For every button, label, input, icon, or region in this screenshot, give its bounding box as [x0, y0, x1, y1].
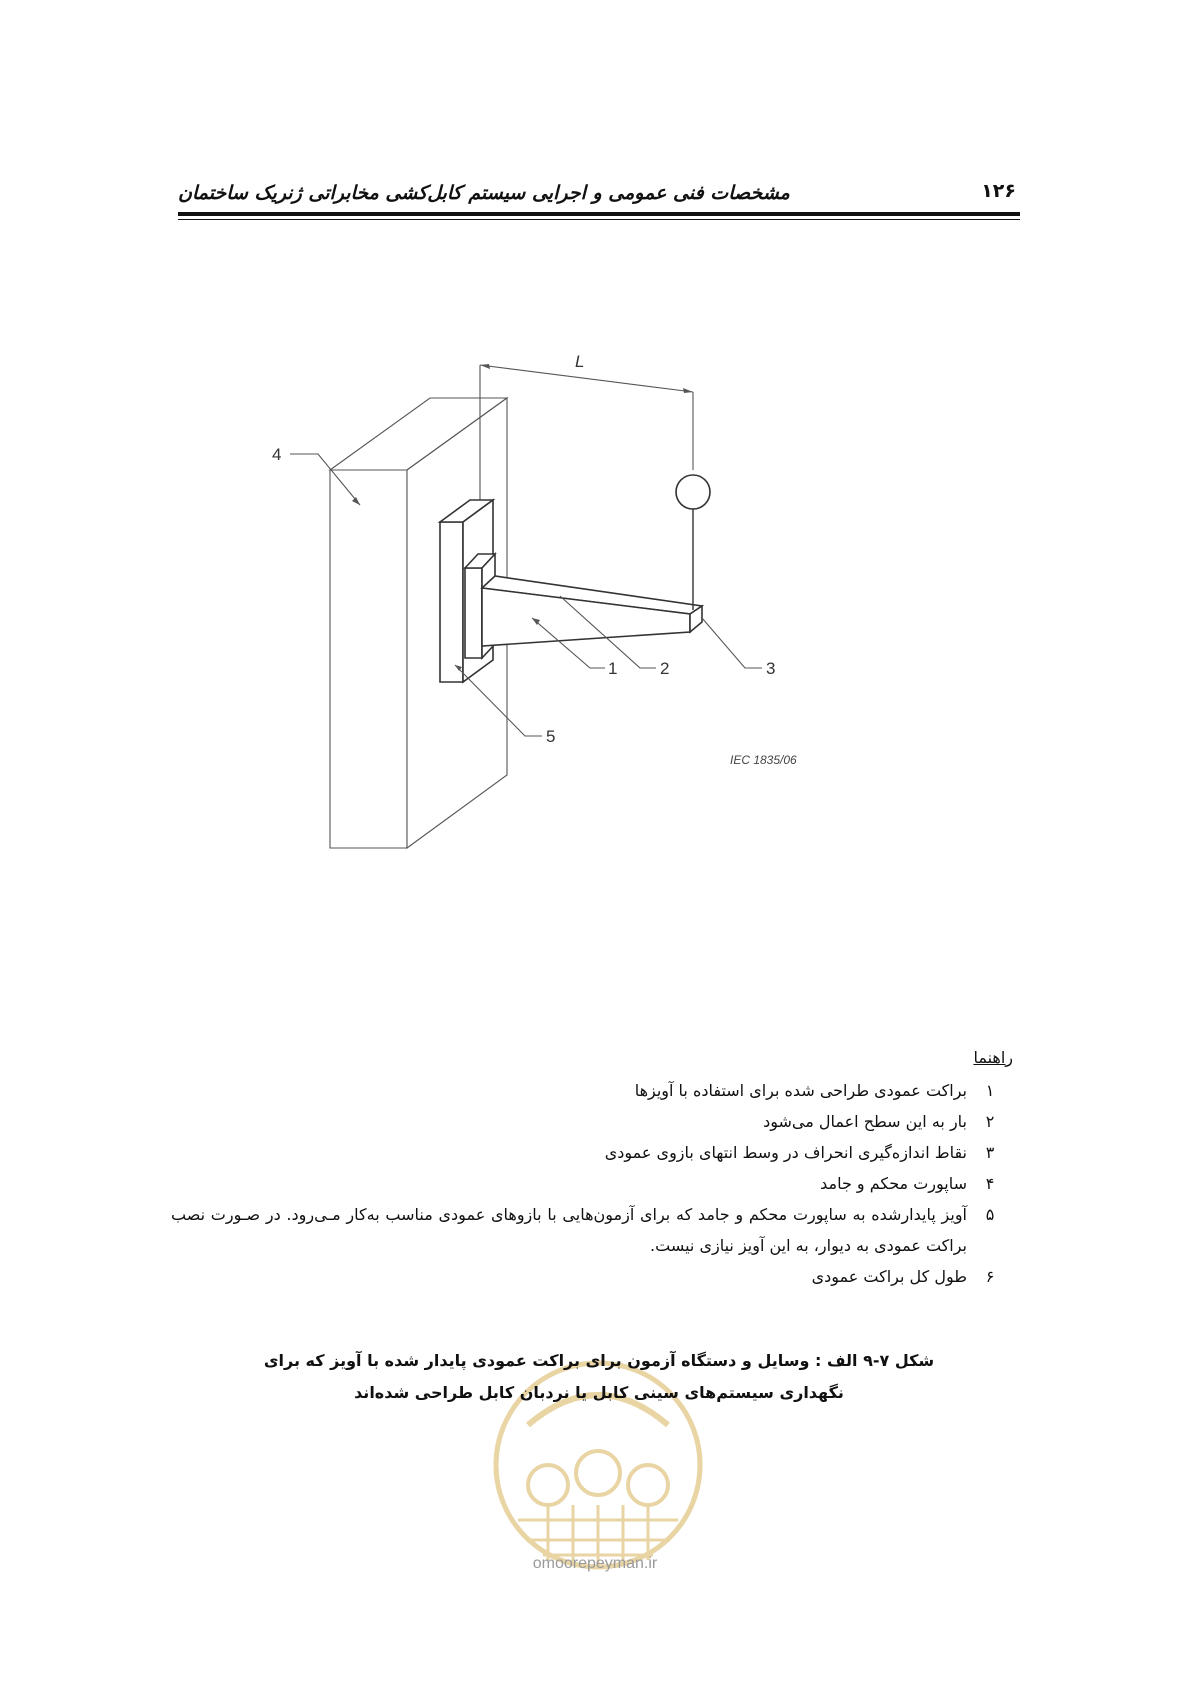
legend-number: ۲: [985, 1112, 995, 1131]
callout-5: 5: [546, 727, 556, 746]
legend-title: راهنما: [973, 1048, 1013, 1067]
legend-number: ۵: [985, 1205, 995, 1224]
legend-text: آویز پایدارشده به ساپورت محکم و جامد که برای آزمون‌هایی با بازوهای عمودی مناسب به‌کار مـی‌رود. در صـورت نصب براکت عمودی به دیوار، به این آویز نیازی نیست.: [171, 1205, 967, 1255]
dimension-line: [480, 365, 693, 392]
hanger-plate-front: [440, 522, 463, 682]
callout-3: 3: [766, 659, 776, 678]
load-weight: [676, 475, 710, 509]
figure-caption: [178, 1345, 1020, 1409]
legend-item: [171, 1168, 1013, 1199]
leader-3: [702, 618, 762, 668]
iec-source-tag: IEC 1835/06: [730, 753, 797, 767]
caption-line-2: نگهداری سیستم‌های سینی کابل یا نردبان کابل طراحی شده‌اند: [354, 1383, 844, 1402]
callout-2: 2: [660, 659, 670, 678]
bracket-test-figure: [270, 352, 870, 850]
legend-number: ۴: [985, 1174, 995, 1193]
support-block-front: [330, 470, 407, 848]
caption-line-1: شکل ۷-۹ الف : وسایل و دستگاه آزمون برای براکت عمودی پایدار شده با آویز که برای: [263, 1351, 935, 1370]
callout-4: 4: [272, 445, 282, 464]
page-number: ۱۲۶: [981, 180, 1016, 202]
header-rule-thin: [178, 219, 1020, 220]
legend-item: [171, 1261, 1013, 1292]
legend-item: [171, 1075, 1013, 1106]
document-title: مشخصات فنی عمومی و اجرایی سیستم کابل‌کشی مخابراتی ژنریک ساختمان: [178, 182, 790, 204]
legend-text: براکت عمودی طراحی شده برای استفاده با آویزها: [634, 1081, 967, 1100]
callout-1: 1: [608, 659, 618, 678]
bracket-drawing: [270, 352, 870, 850]
legend-text: نقاط اندازه‌گیری انحراف در وسط انتهای بازوی عمودی: [604, 1143, 967, 1162]
legend-number: ۳: [985, 1143, 995, 1162]
legend-number: ۶: [985, 1267, 995, 1286]
legend-number: ۱: [985, 1081, 995, 1100]
legend-text: طول کل براکت عمودی: [811, 1267, 967, 1286]
legend-item: [171, 1199, 1013, 1261]
watermark-site: omoorepeyman.ir: [532, 1555, 658, 1572]
header-rule-thick: [178, 212, 1020, 216]
legend-item: [171, 1106, 1013, 1137]
bracket-mount-front: [465, 568, 482, 658]
dimension-label: L: [575, 352, 585, 371]
figure-legend: [171, 1042, 1013, 1292]
legend-text: بار به این سطح اعمال می‌شود: [763, 1112, 967, 1131]
legend-item: [171, 1137, 1013, 1168]
legend-text: ساپورت محکم و جامد: [820, 1174, 967, 1193]
